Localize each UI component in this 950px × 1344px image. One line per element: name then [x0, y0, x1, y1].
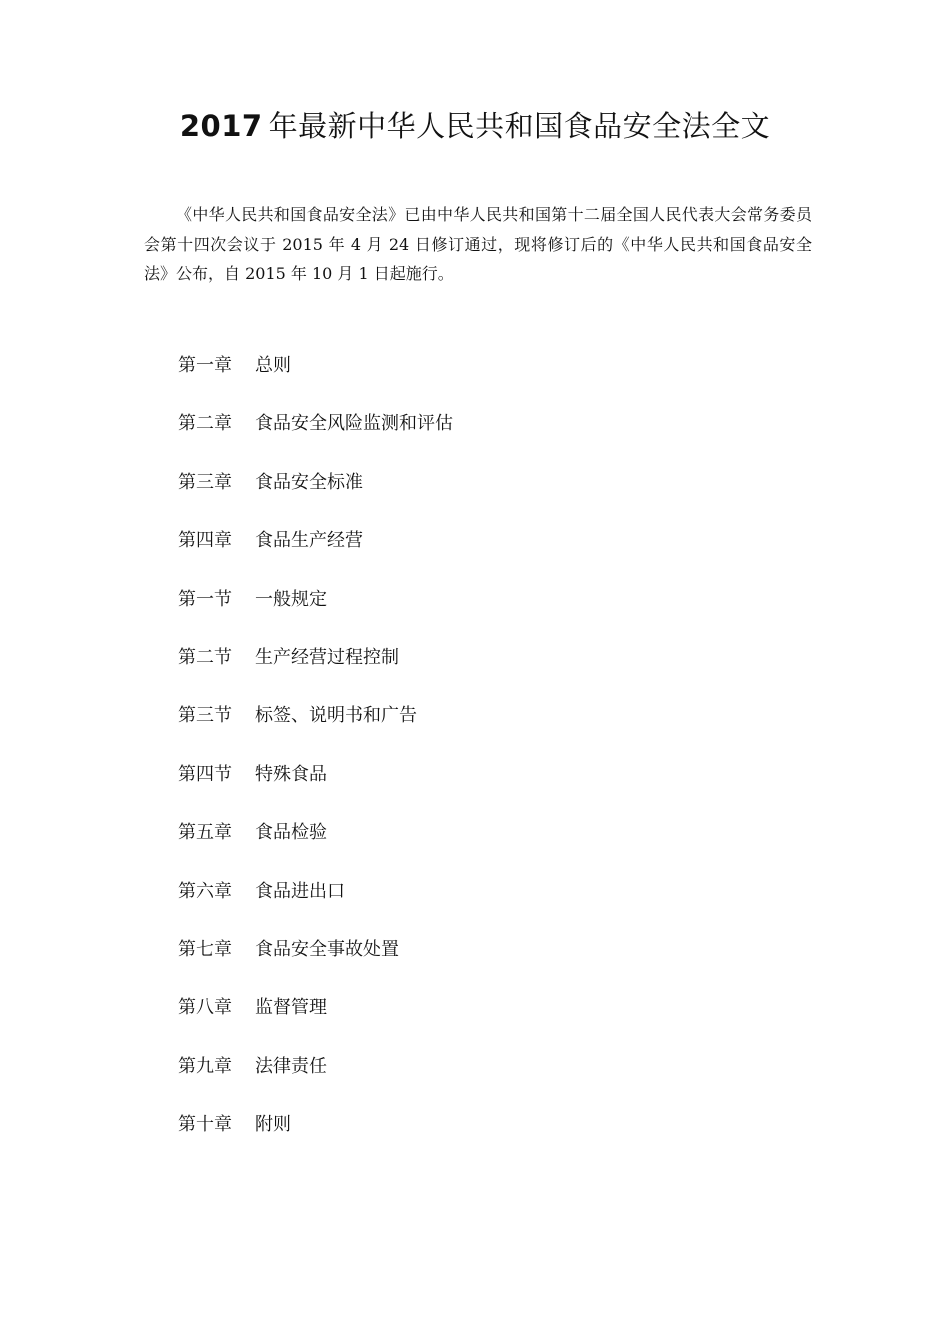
toc-item [178, 819, 453, 877]
toc-item-title: 一般规定 [255, 588, 327, 610]
toc-item [178, 761, 453, 819]
toc-item [178, 352, 453, 410]
toc-item [178, 527, 453, 585]
toc-item-title: 附则 [255, 1114, 291, 1136]
toc-item-number: 第十章 [178, 1114, 232, 1136]
toc-item-title: 法律责任 [255, 1055, 327, 1077]
toc-item-number: 第七章 [178, 938, 232, 960]
toc-item-number: 第二章 [178, 413, 232, 435]
toc-item [178, 1111, 453, 1169]
toc-item-title: 食品生产经营 [255, 530, 363, 552]
toc-item-number: 第四节 [178, 763, 232, 785]
toc-item-number: 第八章 [178, 997, 232, 1019]
toc-item-number: 第六章 [178, 880, 232, 902]
toc-item [178, 1053, 453, 1111]
toc-item [178, 878, 453, 936]
document-title [0, 106, 950, 146]
toc-item [178, 644, 453, 702]
toc-item-title: 食品检验 [255, 822, 327, 844]
toc-item [178, 702, 453, 760]
toc-item-title: 食品进出口 [255, 880, 345, 902]
toc-item-title: 食品安全事故处置 [255, 938, 399, 960]
toc-item-number: 第四章 [178, 530, 232, 552]
toc-item [178, 936, 453, 994]
toc-item [178, 586, 453, 644]
toc-item [178, 469, 453, 527]
toc-item-number: 第一章 [178, 355, 232, 376]
toc-item-number: 第五章 [178, 822, 232, 844]
title-text: 年最新中华人民共和国食品安全法全文 [268, 109, 771, 143]
intro-paragraph: 《中华人民共和国食品安全法》已由中华人民共和国第十二届全国人民代表大会常务委员会第十四次会议于 2015 年 4 月 24 日修订通过，现将修订后的《中华人民共和国食品安全法》公布，自 2015 年 10 月 1 日起施行。 [144, 205, 812, 283]
table-of-contents [178, 352, 453, 1169]
title-year: 2017 [179, 109, 263, 143]
toc-item [178, 994, 453, 1052]
toc-item-title: 总则 [255, 355, 291, 376]
toc-item-title: 食品安全风险监测和评估 [255, 413, 453, 435]
toc-item-title: 监督管理 [255, 997, 327, 1019]
toc-item-number: 第三章 [178, 471, 232, 493]
toc-item-title: 生产经营过程控制 [255, 646, 399, 668]
toc-item-number: 第三节 [178, 705, 232, 727]
toc-item [178, 410, 453, 468]
toc-item-title: 食品安全标准 [255, 471, 363, 493]
toc-item-number: 第一节 [178, 588, 232, 610]
toc-item-title: 特殊食品 [255, 763, 327, 785]
toc-item-number: 第九章 [178, 1055, 232, 1077]
toc-item-title: 标签、说明书和广告 [255, 705, 417, 727]
toc-item-number: 第二节 [178, 646, 232, 668]
